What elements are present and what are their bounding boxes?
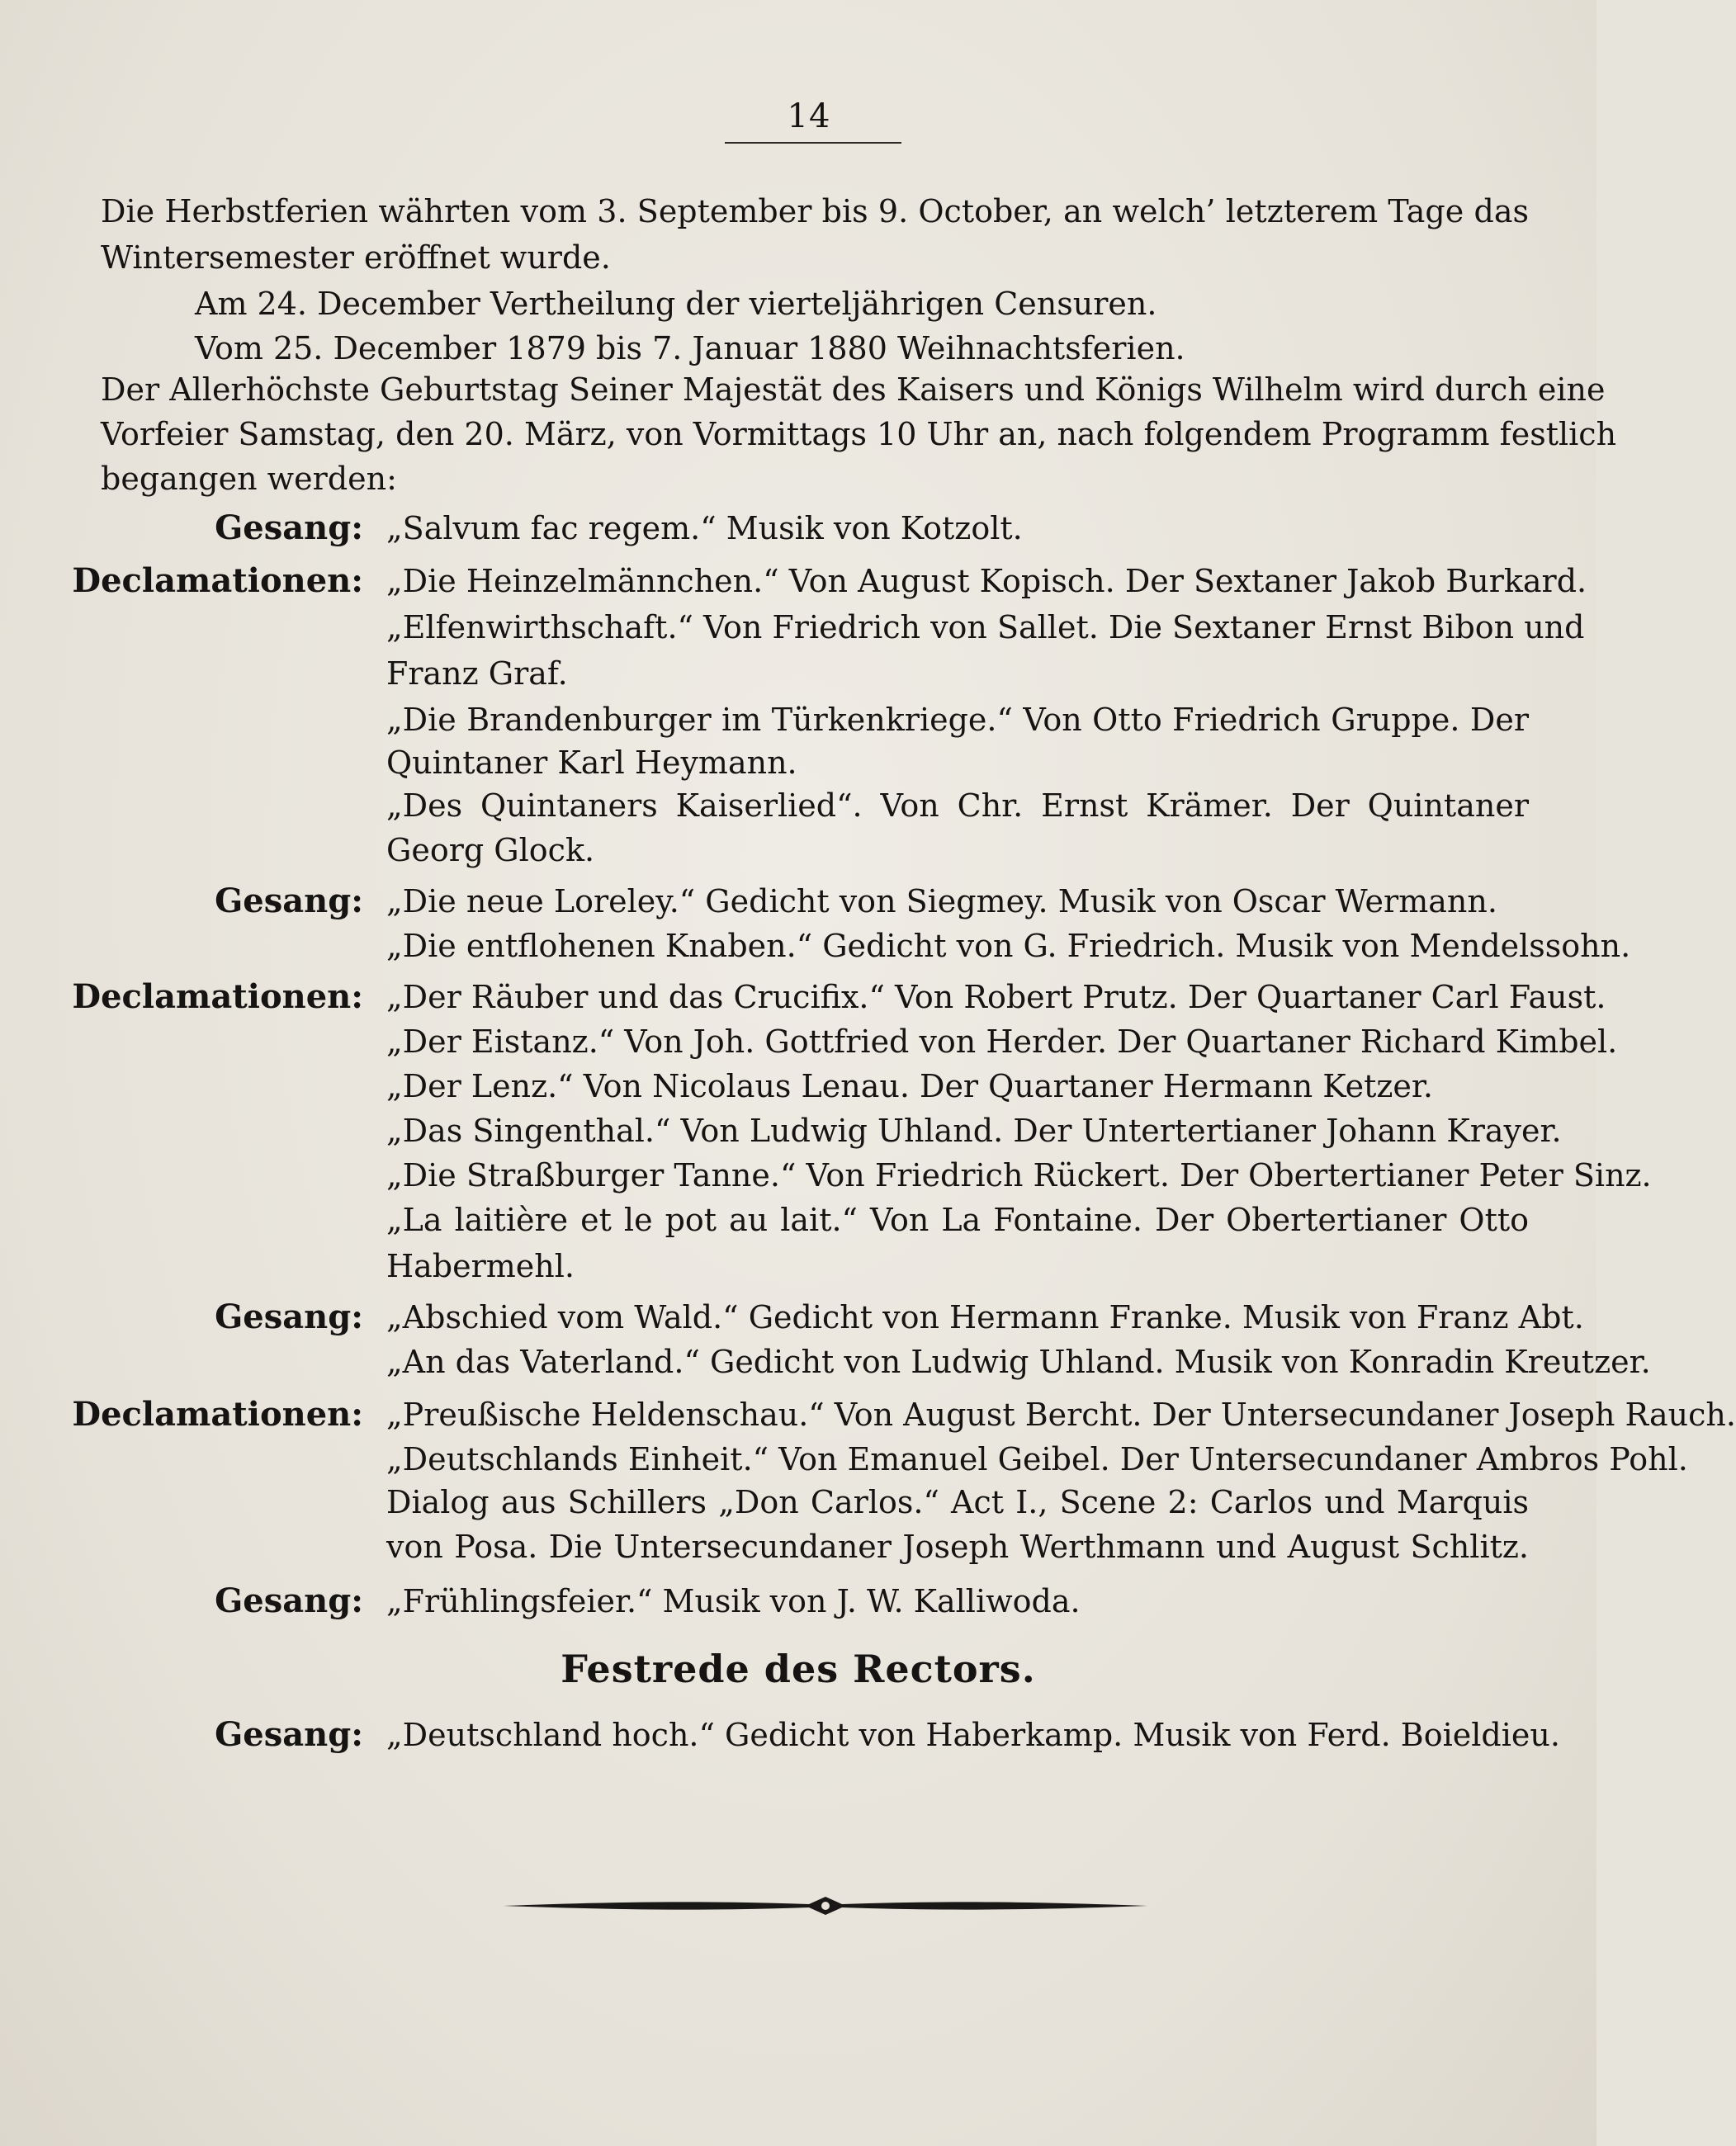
program-entry: Georg Glock. [386,832,595,868]
program-entry: „Abschied vom Wald.“ Gedicht von Hermann Franke. Musik von Franz Abt. [386,1299,1584,1335]
program-entry: „Frühlingsfeier.“ Musik von J. W. Kalliwoda. [386,1583,1081,1619]
label-declamationen: Declamationen: [72,1395,363,1434]
program-entry: „Der Lenz.“ Von Nicolaus Lenau. Der Quartaner Hermann Ketzer. [386,1068,1433,1104]
ornamental-rule [495,1892,1156,1920]
intro-line: Am 24. December Vertheilung der vierteljährigen Censuren. [195,286,1157,322]
label-gesang: Gesang: [215,508,363,547]
program-entry: „Salvum fac regem.“ Musik von Kotzolt. [386,510,1023,546]
intro-line: Vorfeier Samstag, den 20. März, von Vormittags 10 Uhr an, nach folgendem Programm festlich [101,416,1617,452]
festrede-heading: Festrede des Rectors. [561,1647,1036,1691]
intro-line: Der Allerhöchste Geburtstag Seiner Majestät des Kaisers und Königs Wilhelm wird durch eine [101,371,1606,408]
label-gesang: Gesang: [215,1298,363,1336]
label-gesang: Gesang: [215,1715,363,1754]
program-entry: „Preußische Heldenschau.“ Von August Bercht. Der Untersecundaner Joseph Rauch. [386,1397,1736,1433]
program-entry: „Deutschlands Einheit.“ Von Emanuel Geibel. Der Untersecundaner Ambros Pohl. [386,1441,1688,1477]
program-entry: „Der Eistanz.“ Von Joh. Gottfried von Herder. Der Quartaner Richard Kimbel. [386,1023,1618,1060]
program-entry: „Deutschland hoch.“ Gedicht von Haberkamp. Musik von Ferd. Boieldieu. [386,1717,1560,1753]
program-entry: „An das Vaterland.“ Gedicht von Ludwig Uhland. Musik von Konradin Kreutzer. [386,1344,1651,1380]
label-gesang: Gesang: [215,1581,363,1620]
program-entry: Dialog aus Schillers „Don Carlos.“ Act I., Scene 2: Carlos und Marquis [386,1484,1529,1520]
program-entry: „Die entflohenen Knaben.“ Gedicht von G. Friedrich. Musik von Mendelssohn. [386,928,1631,964]
program-entry: „Die Heinzelmännchen.“ Von August Kopisch. Der Sextaner Jakob Burkard. [386,563,1587,599]
intro-line: Vom 25. December 1879 bis 7. Januar 1880 Weihnachtsferien. [195,330,1185,366]
page-number-rule [725,142,901,144]
program-entry: Franz Graf. [386,655,568,692]
intro-line: Wintersemester eröffnet wurde. [101,239,611,276]
program-entry: „Das Singenthal.“ Von Ludwig Uhland. Der Untertertianer Johann Krayer. [386,1113,1562,1149]
program-entry: „Des Quintaners Kaiserlied“. Von Chr. Ernst Krämer. Der Quintaner [386,787,1529,824]
label-gesang: Gesang: [215,882,363,920]
page-number: 14 [787,97,831,135]
program-entry: Quintaner Karl Heymann. [386,744,797,781]
label-declamationen: Declamationen: [72,561,363,600]
label-declamationen: Declamationen: [72,977,363,1016]
program-entry: von Posa. Die Untersecundaner Joseph Werthmann und August Schlitz. [386,1529,1529,1565]
program-entry: „Die Straßburger Tanne.“ Von Friedrich Rückert. Der Obertertianer Peter Sinz. [386,1157,1652,1194]
program-entry: „La laitière et le pot au lait.“ Von La Fontaine. Der Obertertianer Otto [386,1202,1529,1238]
program-entry: Habermehl. [386,1248,575,1284]
program-entry: „Die neue Loreley.“ Gedicht von Siegmey. Musik von Oscar Wermann. [386,883,1497,919]
program-entry: „Der Räuber und das Crucifix.“ Von Robert Prutz. Der Quartaner Carl Faust. [386,979,1606,1015]
program-entry: „Die Brandenburger im Türkenkriege.“ Von Otto Friedrich Gruppe. Der [386,702,1529,738]
intro-line: Die Herbstferien währten vom 3. September bis 9. October, an welch’ letzterem Tage das [101,193,1529,229]
intro-line: begangen werden: [101,461,397,497]
program-entry: „Elfenwirthschaft.“ Von Friedrich von Sallet. Die Sextaner Ernst Bibon und [386,609,1585,645]
